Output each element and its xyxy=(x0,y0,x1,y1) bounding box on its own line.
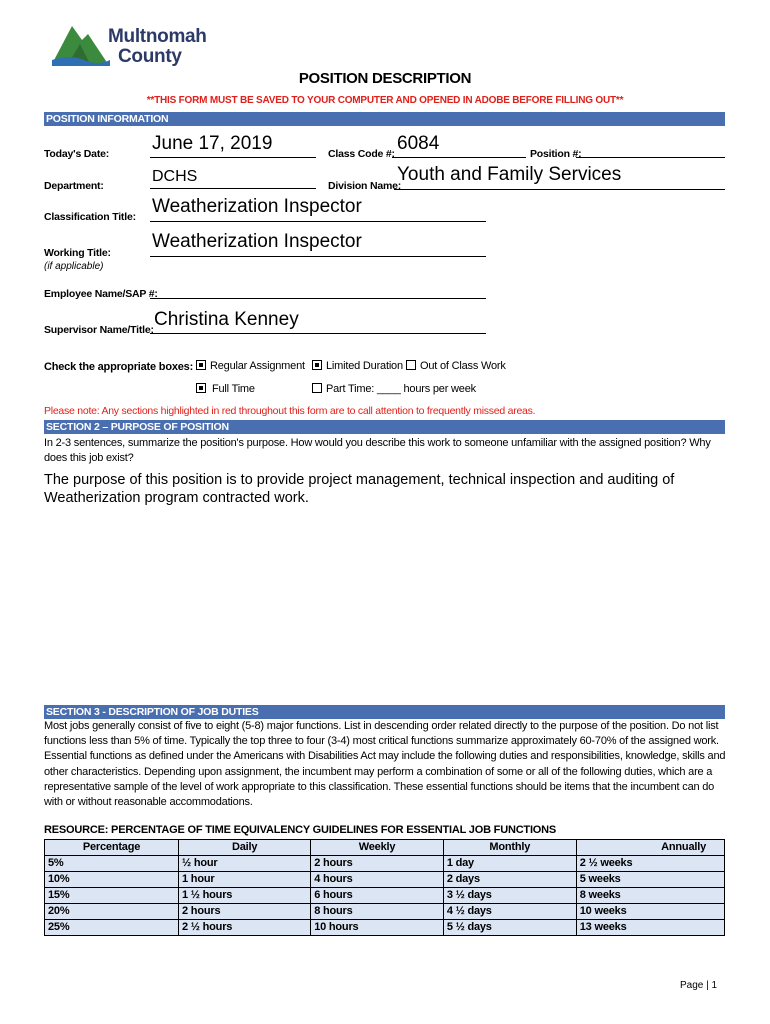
position-info-header: POSITION INFORMATION xyxy=(44,112,725,126)
table-cell: 1 day xyxy=(443,856,576,872)
table-cell: 5 weeks xyxy=(576,872,724,888)
table-cell: 8 hours xyxy=(311,904,444,920)
table-cell: 4 hours xyxy=(311,872,444,888)
department-field[interactable]: DCHS xyxy=(152,168,198,185)
table-cell: 13 weeks xyxy=(576,920,724,936)
table-cell: 2 hours xyxy=(311,856,444,872)
division-line xyxy=(394,189,725,190)
resource-table-header-row xyxy=(45,840,725,856)
highlight-note: Please note: Any sections highlighted in red throughout this form are to call attention to frequently missed areas. xyxy=(44,405,536,417)
table-cell: 5% xyxy=(45,856,179,872)
position-number-label: Position #: xyxy=(530,148,582,160)
resource-table xyxy=(44,839,725,936)
full-time-label: Full Time xyxy=(212,383,255,395)
section3-header: SECTION 3 - DESCRIPTION OF JOB DUTIES xyxy=(44,705,725,719)
date-field[interactable]: June 17, 2019 xyxy=(152,133,273,154)
table-cell: 3 ½ days xyxy=(443,888,576,904)
table-cell: 10 hours xyxy=(311,920,444,936)
department-line xyxy=(150,188,316,189)
working-title-label: Working Title: xyxy=(44,247,111,259)
table-cell: 15% xyxy=(45,888,179,904)
mountain-logo-icon xyxy=(50,20,112,68)
department-label: Department: xyxy=(44,180,104,192)
regular-assignment-checkbox[interactable] xyxy=(196,360,206,370)
division-field[interactable]: Youth and Family Services xyxy=(397,164,622,185)
adobe-warning: **THIS FORM MUST BE SAVED TO YOUR COMPUTER AND OPENED IN ADOBE BEFORE FILLING OUT** xyxy=(146,95,624,106)
employee-field[interactable] xyxy=(150,298,486,299)
page-title: POSITION DESCRIPTION xyxy=(298,70,472,87)
table-cell: 25% xyxy=(45,920,179,936)
class-code-label: Class Code #: xyxy=(328,148,395,160)
table-cell: 2 days xyxy=(443,872,576,888)
date-label: Today's Date: xyxy=(44,148,110,160)
supervisor-line xyxy=(150,333,486,334)
table-cell: 10% xyxy=(45,872,179,888)
table-header: Monthly xyxy=(443,840,576,856)
limited-duration-checkbox[interactable] xyxy=(312,360,322,370)
table-row xyxy=(45,872,725,888)
employee-label: Employee Name/SAP #: xyxy=(44,288,158,300)
section2-header: SECTION 2 – PURPOSE OF POSITION xyxy=(44,420,725,434)
resource-title: RESOURCE: PERCENTAGE OF TIME EQUIVALENCY GUIDELINES FOR ESSENTIAL JOB FUNCTIONS xyxy=(44,824,557,836)
section2-instructions: In 2-3 sentences, summarize the position's purpose. How would you describe this work to someone unfamiliar with the assigned position? Why does this job exist? xyxy=(44,437,711,464)
table-header: Daily xyxy=(179,840,311,856)
out-of-class-checkbox[interactable] xyxy=(406,360,416,370)
class-code-line xyxy=(392,157,526,158)
working-title-line xyxy=(150,256,486,257)
section2-answer[interactable]: The purpose of this position is to provide project management, technical inspection and auditing of Weatherization program contracted work. xyxy=(44,472,675,506)
table-header: Percentage xyxy=(45,840,179,856)
table-cell: 10 weeks xyxy=(576,904,724,920)
section3-text: Most jobs generally consist of five to eight (5-8) major functions. List in descending order related directly to the purpose of the position. Do not list functions less than 5% of time. Typically the top three to four (3-4) most critical functions summarize approximately 60-70% of the assigned work. Essential functions as defined under the Americans with Disabilities Act may include the following duties and responsibilities, knowledge, skills and other characteristics. Depending upon assignment, the incumbent may perform a combination of some or all of the following duties, which are a representative sample of the level of work appropriate to this classification. These essential functions should be items that the incumbent can do with or without reasonable accommodations. xyxy=(44,720,726,809)
classification-line xyxy=(150,221,486,222)
table-cell: 4 ½ days xyxy=(443,904,576,920)
table-cell: 2 ½ weeks xyxy=(576,856,724,872)
regular-assignment-label: Regular Assignment xyxy=(210,360,305,372)
county-logo xyxy=(50,20,220,70)
logo-text-line1: Multnomah xyxy=(108,26,207,47)
table-header: Weekly xyxy=(311,840,444,856)
table-cell: 2 hours xyxy=(179,904,311,920)
table-cell: 5 ½ days xyxy=(443,920,576,936)
classification-label: Classification Title: xyxy=(44,211,136,223)
table-cell: 20% xyxy=(45,904,179,920)
table-header: Annually xyxy=(576,840,724,856)
table-row xyxy=(45,888,725,904)
out-of-class-label: Out of Class Work xyxy=(420,360,506,372)
table-cell: 6 hours xyxy=(311,888,444,904)
position-number-field[interactable] xyxy=(576,157,725,158)
table-row xyxy=(45,920,725,936)
supervisor-label: Supervisor Name/Title: xyxy=(44,324,154,336)
class-code-field[interactable]: 6084 xyxy=(397,133,440,154)
table-row xyxy=(45,904,725,920)
working-title-field[interactable]: Weatherization Inspector xyxy=(152,231,362,252)
classification-field[interactable]: Weatherization Inspector xyxy=(152,196,362,217)
table-row xyxy=(45,856,725,872)
page-number: Page | 1 xyxy=(680,980,718,991)
part-time-label: Part Time: ____ hours per week xyxy=(326,383,476,395)
division-label: Division Name: xyxy=(328,180,402,192)
table-cell: 8 weeks xyxy=(576,888,724,904)
full-time-checkbox[interactable] xyxy=(196,383,206,393)
limited-duration-label: Limited Duration xyxy=(326,360,403,372)
table-cell: 1 hour xyxy=(179,872,311,888)
table-cell: ½ hour xyxy=(179,856,311,872)
check-boxes-label: Check the appropriate boxes: xyxy=(44,361,194,373)
part-time-checkbox[interactable] xyxy=(312,383,322,393)
logo-text-line2: County xyxy=(118,46,182,67)
supervisor-field[interactable]: Christina Kenney xyxy=(154,309,299,330)
date-field-line xyxy=(150,157,316,158)
table-cell: 1 ½ hours xyxy=(179,888,311,904)
working-title-sub: (if applicable) xyxy=(44,261,104,272)
table-cell: 2 ½ hours xyxy=(179,920,311,936)
